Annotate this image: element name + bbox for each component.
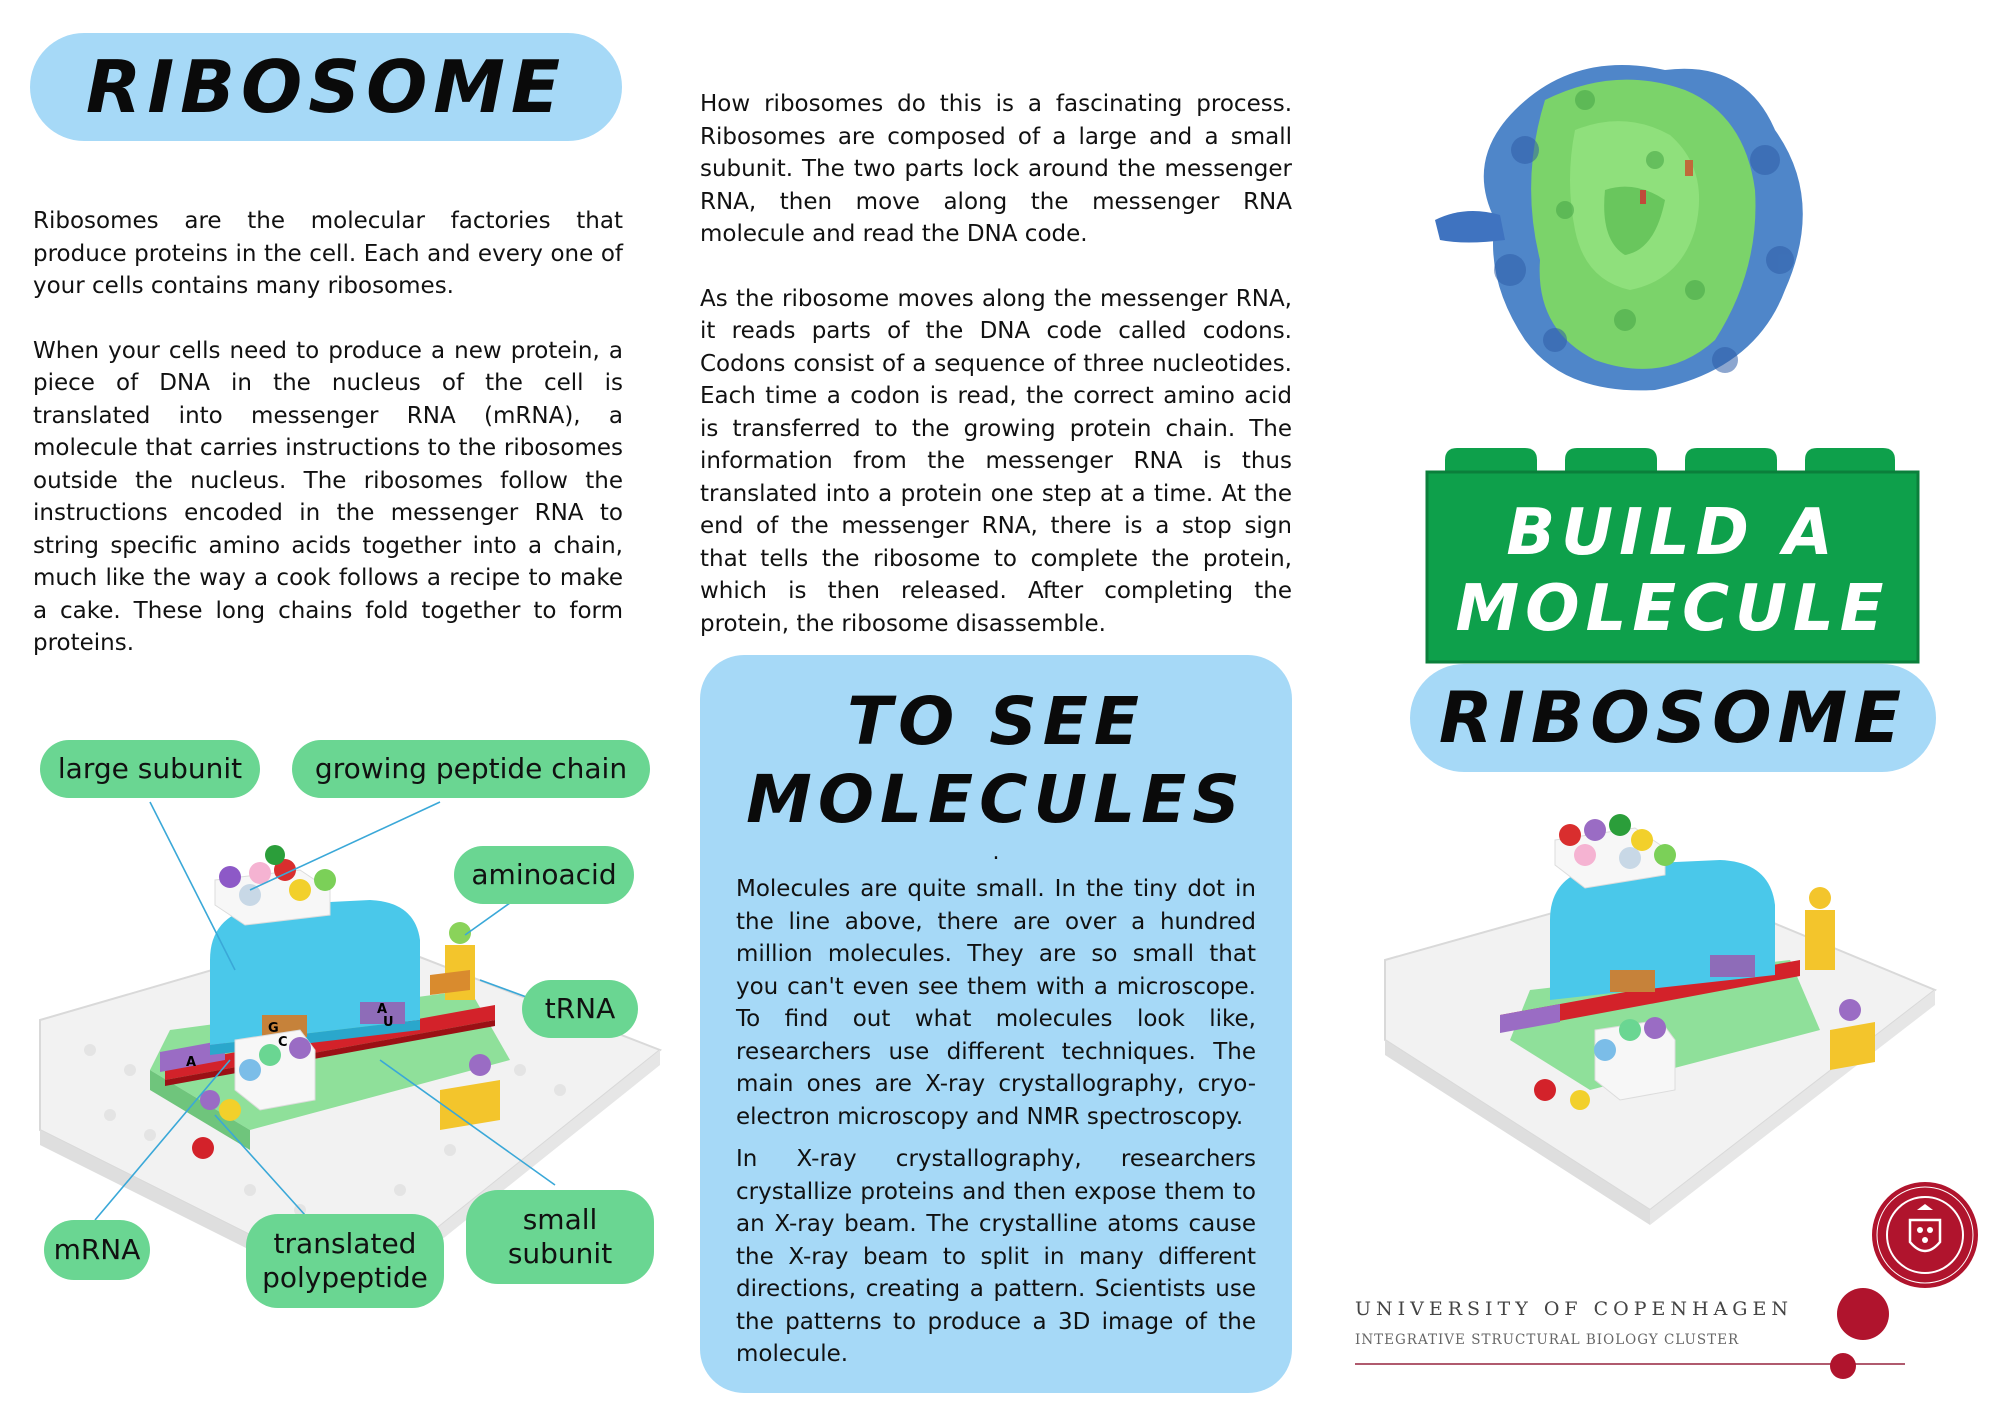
brick-letter-g: G xyxy=(268,1021,279,1036)
label-translated-polypeptide xyxy=(246,1214,444,1308)
right-subtitle: RIBOSOME xyxy=(1438,677,1908,759)
left-title-pill xyxy=(30,33,622,141)
label-growing-peptide-chain xyxy=(292,740,650,798)
box-paragraph-1: Molecules are quite small. In the tiny dot in the line above, there are over a hundred million molecules. They are so small that you can't even see them with a microscope. To find out what molecules look like, researchers use different techniques. The main ones are X-ray crystallography, cryo-electron microscopy and NMR spectroscopy. xyxy=(736,876,1256,1130)
logo-dot-large xyxy=(1837,1288,1889,1340)
label-mrna-text: mRNA xyxy=(53,1233,141,1266)
label-aminoacid-text: aminoacid xyxy=(471,858,617,891)
logo-divider-line xyxy=(1355,1363,1905,1365)
label-small-subunit xyxy=(466,1190,654,1284)
label-trna-text: tRNA xyxy=(544,992,616,1025)
ribosome-structure-svg xyxy=(1425,40,1845,410)
middle-text xyxy=(700,88,1292,640)
university-logo-block xyxy=(1355,1298,1915,1388)
right-subtitle-pill xyxy=(1410,664,1936,772)
cluster-name: INTEGRATIVE STRUCTURAL BIOLOGY CLUSTER xyxy=(1355,1332,1740,1348)
seal-icon xyxy=(1870,1180,1980,1290)
label-trna xyxy=(522,980,638,1038)
logo-end-dot xyxy=(1830,1353,1856,1379)
middle-paragraph-1: How ribosomes do this is a fascinating process. Ribosomes are composed of a large and a small subunit. The two parts lock around the messenger RNA, then move along the messenger RNA molecule and read the DNA code. xyxy=(700,91,1292,247)
label-translated-polypeptide-text: translated polypeptide xyxy=(262,1227,428,1294)
university-name: UNIVERSITY OF COPENHAGEN xyxy=(1355,1298,1793,1320)
brick-title-line-1: BUILD A xyxy=(1506,496,1839,570)
label-large-subunit-text: large subunit xyxy=(57,752,243,785)
brick-letter-u: U xyxy=(383,1015,394,1030)
box-title xyxy=(700,683,1292,839)
brick-title-line-2: MOLECULE xyxy=(1455,572,1890,646)
brick-letter-c: C xyxy=(278,1035,288,1050)
middle-paragraph-2: As the ribosome moves along the messenger RNA, it reads parts of the DNA code called codons. Codons consist of a sequence of three nucleotides. Each time a codon is read, the correct amino acid is transferred to the growing protein chain. The information from the messenger RNA is thus translated into a protein one step at a time. At the end of the messenger RNA, there is a stop sign that tells the ribosome to complete the protein, which is then released. After completing the protein, the ribosome disassemble. xyxy=(700,285,1292,637)
brick-letter-a2: A xyxy=(377,1002,388,1017)
build-molecule-brick xyxy=(1425,445,1920,665)
box-paragraph-2: In X-ray crystallography, researchers crystallize proteins and then expose them to an X-ray beam. The crystalline atoms cause the X-ray beam to split in many different directions, creating a pattern. Scientists use the patterns to produce a 3D image of the molecule. xyxy=(736,1146,1256,1367)
left-paragraph-1: Ribosomes are the molecular factories that produce proteins in the cell. Each and every one of your cells contains many ribosomes. xyxy=(33,208,623,299)
left-title: RIBOSOME xyxy=(85,45,567,129)
lego-model-svg xyxy=(1380,800,1940,1230)
label-aminoacid xyxy=(454,846,634,904)
box-title-line-2: MOLECULES xyxy=(746,761,1246,838)
label-growing-peptide-text: growing peptide chain xyxy=(314,752,628,785)
tiny-dot: . xyxy=(992,840,1000,865)
ribosome-lego-model xyxy=(1380,800,1940,1230)
university-seal xyxy=(1870,1180,1980,1290)
left-paragraph-2: When your cells need to produce a new protein, a piece of DNA in the nucleus of the cell is translated into messenger RNA (mRNA), a molecule that carries instructions to the ribosomes outside the nucleus. The ribosomes follow the instructions encoded in the messenger RNA to string specific amino acids together into a chain, much like the way a cook follows a recipe to make a cake. These long chains fold together to form proteins. xyxy=(33,337,623,656)
ribosome-structure-image xyxy=(1425,40,1845,410)
brick-letter-a: A xyxy=(186,1055,197,1070)
left-intro-text xyxy=(33,205,623,660)
label-small-subunit-text: small subunit xyxy=(507,1203,613,1270)
label-large-subunit xyxy=(40,740,260,798)
label-mrna xyxy=(44,1220,150,1280)
to-see-molecules-box xyxy=(700,655,1292,1393)
box-title-line-1: TO SEE xyxy=(847,683,1145,760)
